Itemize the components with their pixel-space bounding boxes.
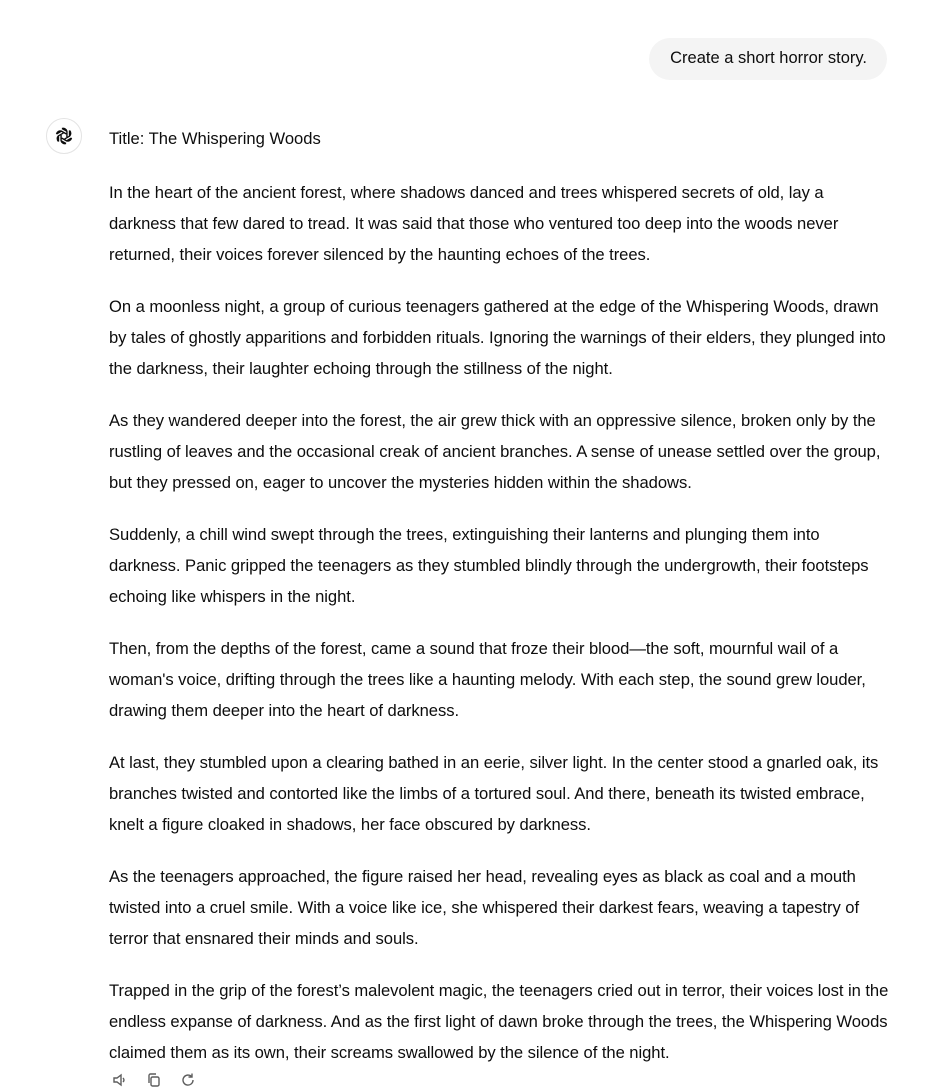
story-paragraph: Suddenly, a chill wind swept through the trees, extinguishing their lanterns and plunging them into darkness. Panic gripped the teenagers as they stumbled blindly through the undergrowth, their footsteps echoing like whispers in the night. xyxy=(109,525,869,606)
copy-icon[interactable] xyxy=(146,1072,162,1088)
message-action-bar xyxy=(112,1072,196,1088)
user-message-bubble: Create a short horror story. xyxy=(649,38,887,80)
story-paragraph: Trapped in the grip of the forest’s malevolent magic, the teenagers cried out in terror, their voices lost in the endless expanse of darkness. And as the first light of dawn broke through the trees, the Whispering Woods claimed them as its own, their screams swallowed by the silence of the night. xyxy=(109,981,889,1062)
openai-logo-icon xyxy=(46,118,82,154)
story-paragraph: As they wandered deeper into the forest, the air grew thick with an oppressive silence, broken only by the rustling of leaves and the occasional creak of ancient branches. A sense of unease settled over the group, but they pressed on, eager to uncover the mysteries hidden within the shadows. xyxy=(109,411,881,492)
user-message-row xyxy=(649,38,887,80)
story-paragraph: As the teenagers approached, the figure raised her head, revealing eyes as black as coal and a mouth twisted into a cruel smile. With a voice like ice, she whispered their darkest fears, weaving a tapestry of terror that ensnared their minds and souls. xyxy=(109,867,859,948)
speaker-icon[interactable] xyxy=(112,1072,128,1088)
story-paragraph: On a moonless night, a group of curious teenagers gathered at the edge of the Whispering Woods, drawn by tales of ghostly apparitions and forbidden rituals. Ignoring the warnings of their elders, they plunged into the darkness, their laughter echoing through the stillness of the night. xyxy=(109,297,886,378)
story-paragraph: At last, they stumbled upon a clearing bathed in an eerie, silver light. In the center stood a gnarled oak, its branches twisted and contorted like the limbs of a tortured soul. And there, beneath its twisted embrace, knelt a figure cloaked in shadows, her face obscured by darkness. xyxy=(109,753,879,834)
story-paragraph: In the heart of the ancient forest, where shadows danced and trees whispered secrets of old, lay a darkness that few dared to tread. It was said that those who ventured too deep into the woods never returned, their voices forever silenced by the haunting echoes of the trees. xyxy=(109,183,839,264)
story-title: Title: The Whispering Woods xyxy=(109,129,321,148)
assistant-message xyxy=(109,126,895,1089)
story-paragraph: Then, from the depths of the forest, came a sound that froze their blood—the soft, mournful wail of a woman's voice, drifting through the trees like a haunting melody. With each step, the sound grew louder, drawing them deeper into the heart of darkness. xyxy=(109,639,866,720)
regenerate-icon[interactable] xyxy=(180,1072,196,1088)
